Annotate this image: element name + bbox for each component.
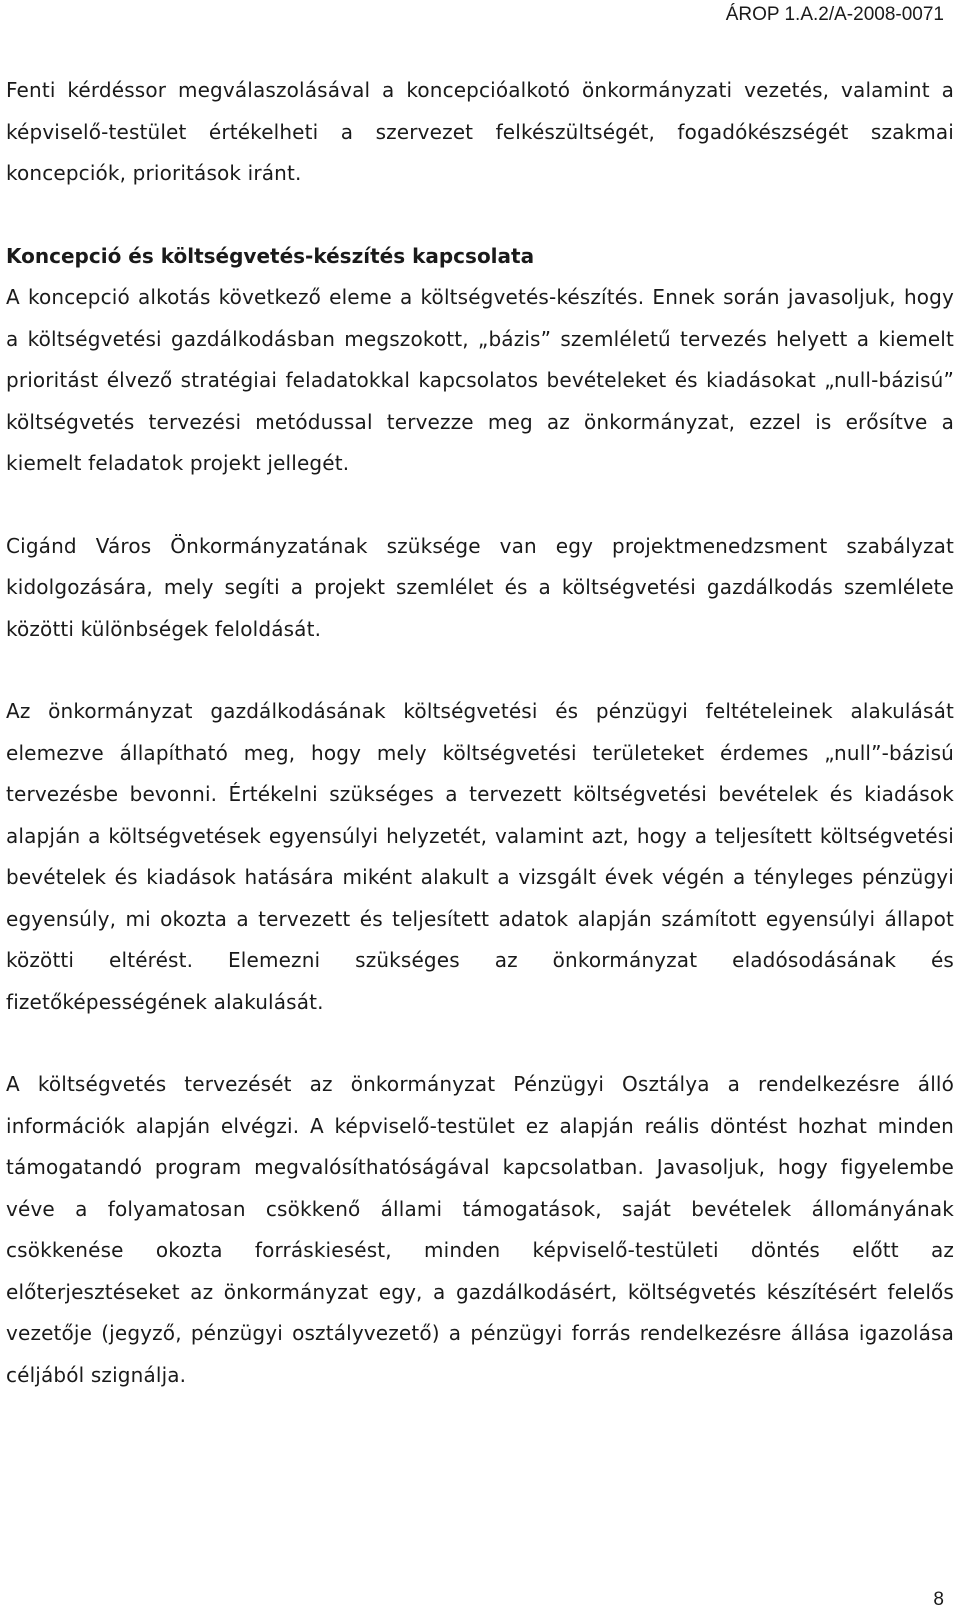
paragraph-spacer: [6, 195, 954, 236]
paragraph-spacer: [6, 1023, 954, 1064]
paragraph-analysis: Az önkormányzat gazdálkodásának költségvetési és pénzügyi feltételeinek alakulását elemezve állapítható meg, hogy mely költségvetési területeket érdemes „null”-bázisú tervezésbe bevonni. Értékelni szükséges a tervezett költségvetési bevételek és kiadások alapján a költségvetések egyensúlyi helyzetét, valamint azt, hogy a teljesített költségvetési bevételek és kiadások hatására miként alakult a vizsgált évek végén a tényleges pénzügyi egyensúly, mi okozta a tervezett és teljesített adatok alapján számított egyensúlyi állapot közötti eltérést. Elemezni szükséges az önkormányzat eladósodásának és fizetőképességének alakulását.: [6, 699, 954, 1014]
page-number: 8: [933, 1589, 944, 1610]
paragraph-budget-planning: A költségvetés tervezését az önkormányzat Pénzügyi Osztálya a rendelkezésre álló információk alapján elvégzi. A képviselő-testület ez alapján reális döntést hozhat minden támogatandó program megvalósíthatóságával kapcsolatban. Javasoljuk, hogy figyelembe véve a folyamatosan csökkenő állami támogatások, saját bevételek állományának csökkenése okozta forráskiesést, minden képviselő-testületi döntés előtt az előterjesztéseket az önkormányzat egy, a gazdálkodásért, költségvetés készítésért felelős vezetője (jegyző, pénzügyi osztályvezető) a pénzügyi forrás rendelkezésre állása igazolása céljából szignálja.: [6, 1072, 954, 1387]
document-body: [6, 70, 954, 1396]
paragraph-spacer: [6, 650, 954, 691]
paragraph-concept: A koncepció alkotás következő eleme a költségvetés-készítés. Ennek során javasoljuk, hogy a költségvetési gazdálkodásban megszokott, „bázis” szemléletű tervezés helyett a kiemelt prioritást élvező stratégiai feladatokkal kapcsolatos bevételeket és kiadásokat „null-bázisú” költségvetés tervezési metódussal tervezze meg az önkormányzat, ezzel is erősítve a kiemelt feladatok projekt jellegét.: [6, 285, 954, 475]
paragraph-project-management: Cigánd Város Önkormányzatának szüksége van egy projektmenedzsment szabályzat kidolgozására, mely segíti a projekt szemlélet és a költségvetési gazdálkodás szemlélete közötti különbségek feloldását.: [6, 533, 954, 641]
section-heading: Koncepció és költségvetés-készítés kapcsolata: [6, 243, 535, 268]
paragraph-spacer: [6, 485, 954, 526]
intro-paragraph: Fenti kérdéssor megválaszolásával a koncepcióalkotó önkormányzati vezetés, valamint a képviselő-testület értékelheti a szervezet felkészültségét, fogadókészségét szakmai koncepciók, prioritások iránt.: [6, 78, 954, 185]
document-header-code: ÁROP 1.A.2/A-2008-0071: [725, 4, 944, 25]
